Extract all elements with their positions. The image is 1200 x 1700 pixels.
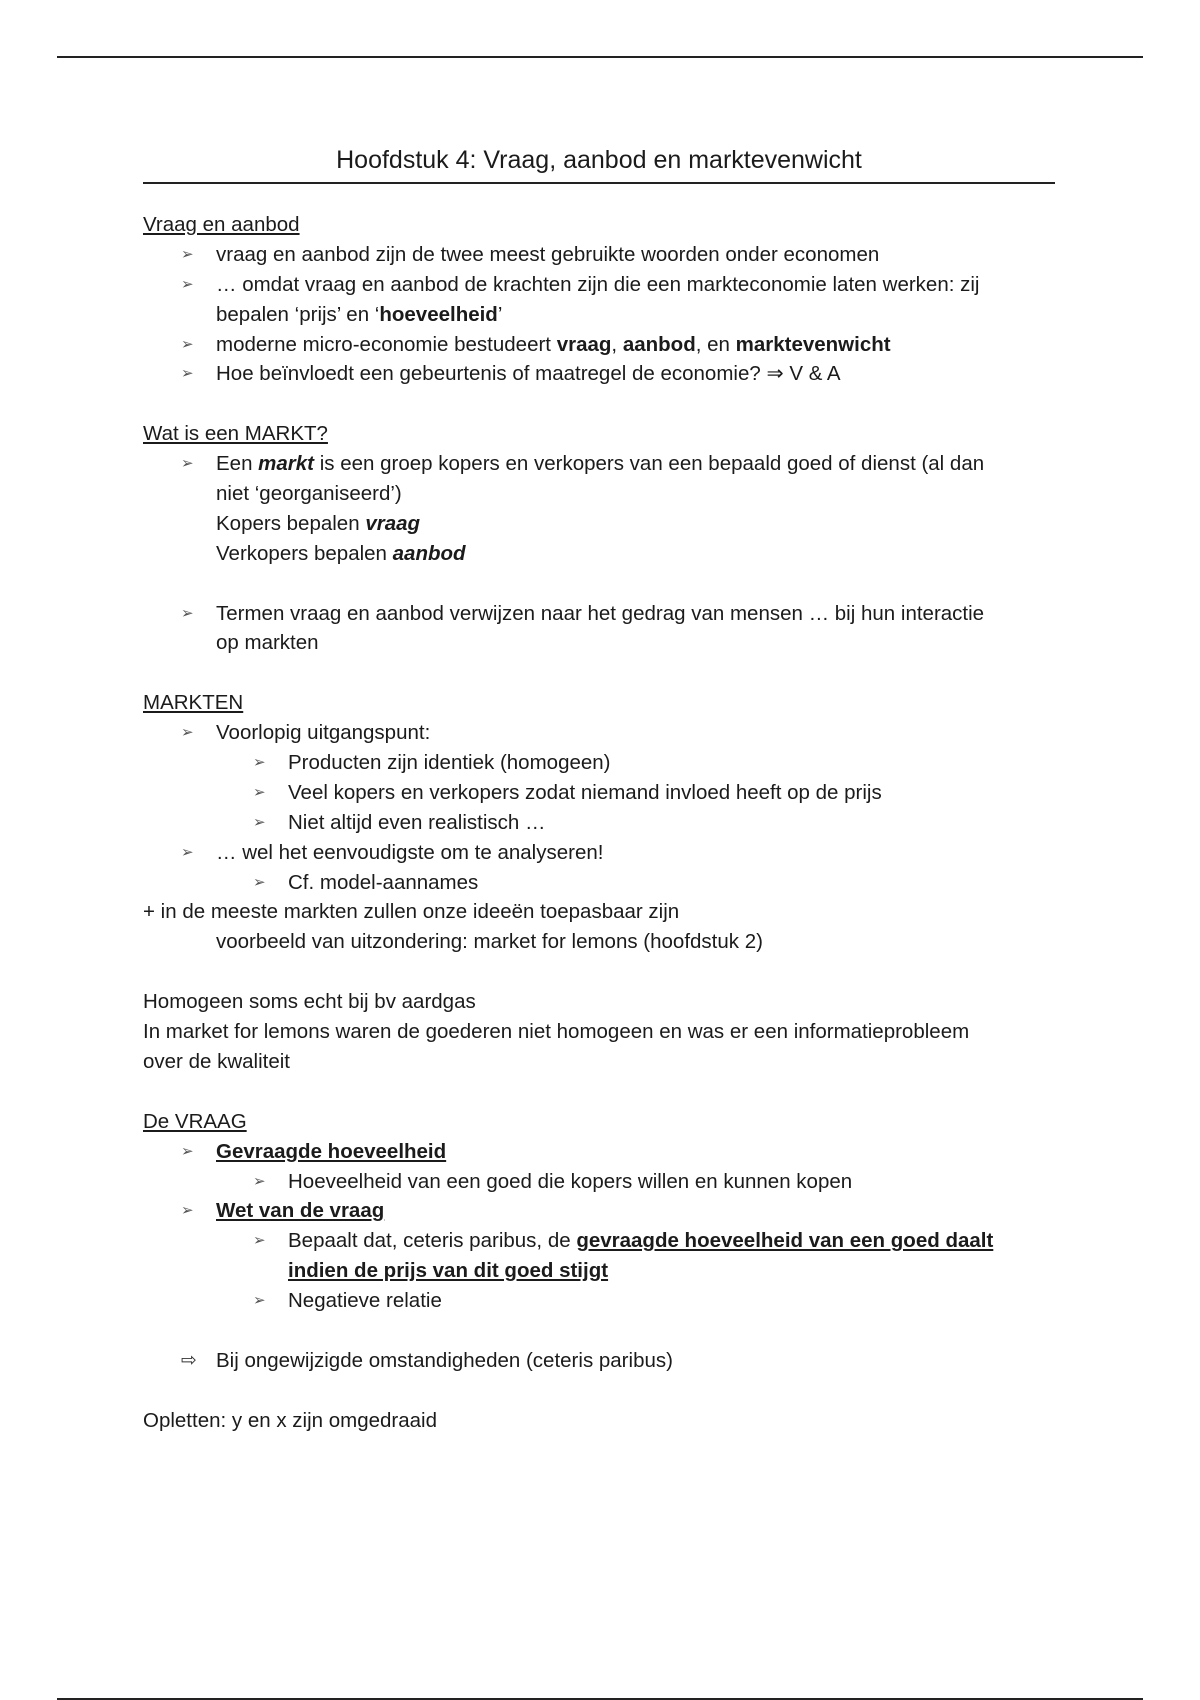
list-item: ➢ … omdat vraag en aanbod de krachten zijn die een markteconomie laten werken: zij <box>143 270 1055 300</box>
list-item: ➢ … wel het eenvoudigste om te analyseren! <box>143 838 1055 868</box>
title-text: Hoofdstuk 4: Vraag, aanbod en marktevenwicht <box>336 146 862 174</box>
list-item: ➢ Hoe beïnvloedt een gebeurtenis of maatregel de economie? ⇒ V & A <box>143 359 1055 389</box>
paragraph: over de kwaliteit <box>143 1049 290 1073</box>
bullet-arrow-icon: ➢ <box>253 754 266 772</box>
sub-list-item: ➢ Hoeveelheid van een goed die kopers willen en kunnen kopen <box>143 1167 1055 1197</box>
list-item-continuation: Verkopers bepalen aanbod <box>216 541 466 565</box>
bullet-arrow-icon: ➢ <box>253 873 266 891</box>
list-item: ➢ Voorlopig uitgangspunt: <box>143 718 1055 748</box>
bullet-arrow-icon: ➢ <box>181 275 194 293</box>
section-heading-markt: Wat is een MARKT? <box>143 422 328 446</box>
section-heading-vraag-aanbod: Vraag en aanbod <box>143 213 300 236</box>
list-item: ➢ vraag en aanbod zijn de twee meest gebruikte woorden onder economen <box>143 240 1055 270</box>
section-heading-markten: MARKTEN <box>143 691 244 715</box>
paragraph: + in de meeste markten zullen onze ideeën toepasbaar zijn <box>143 900 680 924</box>
list-item: ➢ moderne micro-economie bestudeert vraag, aanbod, en marktevenwicht <box>143 330 1055 360</box>
sub-list-item: ➢ Bepaalt dat, ceteris paribus, de gevraagde hoeveelheid van een goed daalt <box>143 1226 1055 1256</box>
bullet-arrow-icon: ➢ <box>253 1292 266 1310</box>
bullet-arrow-icon: ➢ <box>253 1172 266 1190</box>
bullet-arrow-icon: ➢ <box>181 604 194 622</box>
page-top-rule <box>57 56 1143 58</box>
sub-list-item: ➢ Producten zijn identiek (homogeen) <box>143 748 1055 778</box>
sub-list-item: ➢ Niet altijd even realistisch … <box>143 808 1055 838</box>
sub-list-item: ➢ Veel kopers en verkopers zodat niemand invloed heeft op de prijs <box>143 778 1055 808</box>
list-item-continuation: niet ‘georganiseerd’) <box>216 482 402 506</box>
paragraph: Opletten: y en x zijn omgedraaid <box>143 1408 437 1432</box>
list-item-continuation: bepalen ‘prijs’ en ‘hoeveelheid’ <box>216 302 503 326</box>
page-title <box>143 140 1055 184</box>
bullet-arrow-icon: ➢ <box>181 724 194 742</box>
section-heading-vraag: De VRAAG <box>143 1109 247 1133</box>
bullet-arrow-icon: ➢ <box>181 455 194 473</box>
bullet-arrow-icon: ➢ <box>253 813 266 831</box>
list-item-continuation: Kopers bepalen vraag <box>216 511 421 535</box>
document-body <box>143 140 1055 1436</box>
bullet-arrow-icon: ➢ <box>253 1232 266 1250</box>
sub-list-item-continuation: indien de prijs van dit goed stijgt <box>288 1259 609 1283</box>
list-item-continuation: op markten <box>216 631 319 655</box>
bullet-arrow-icon: ➢ <box>253 783 266 801</box>
sub-list-item: ➢ Cf. model-aannames <box>143 868 1055 898</box>
bullet-arrow-icon: ➢ <box>181 1202 194 1220</box>
bullet-arrow-icon: ➢ <box>181 245 194 263</box>
paragraph: In market for lemons waren de goederen niet homogeen en was er een informatieprobleem <box>143 1020 970 1044</box>
sub-list-item: ➢ Negatieve relatie <box>143 1286 1055 1316</box>
list-item: ➢ Wet van de vraag <box>143 1196 1055 1226</box>
bullet-arrow-icon: ➢ <box>181 1142 194 1160</box>
list-item: ➢ Gevraagde hoeveelheid <box>143 1137 1055 1167</box>
paragraph-indented: voorbeeld van uitzondering: market for lemons (hoofdstuk 2) <box>216 930 763 954</box>
list-item: ➢ Termen vraag en aanbod verwijzen naar het gedrag van mensen … bij hun interactie <box>143 599 1055 629</box>
bullet-arrow-icon: ➢ <box>181 843 194 861</box>
arrow-item: ⇨ Bij ongewijzigde omstandigheden (ceteris paribus) <box>143 1346 1055 1376</box>
hollow-arrow-icon: ⇨ <box>181 1349 197 1371</box>
paragraph: Homogeen soms echt bij bv aardgas <box>143 990 476 1014</box>
list-item: ➢ Een markt is een groep kopers en verkopers van een bepaald goed of dienst (al dan <box>143 449 1055 479</box>
bullet-arrow-icon: ➢ <box>181 365 194 383</box>
bullet-arrow-icon: ➢ <box>181 335 194 353</box>
